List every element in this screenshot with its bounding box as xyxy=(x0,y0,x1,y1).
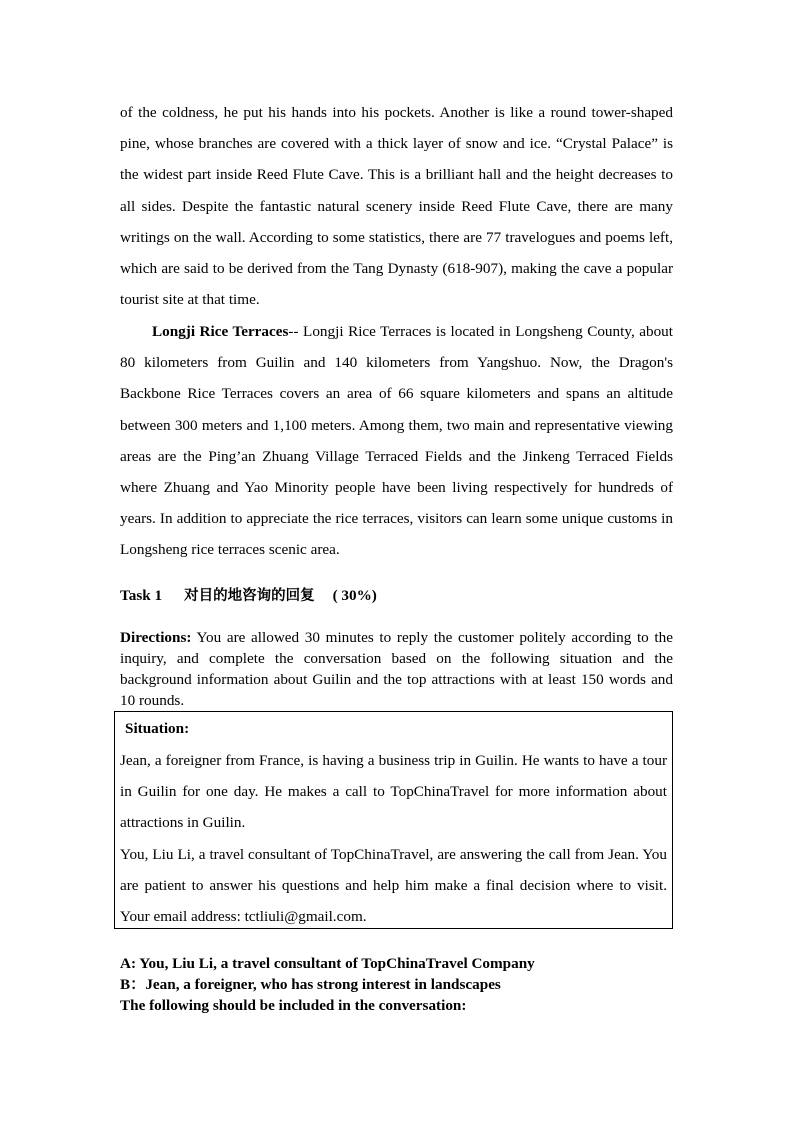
directions-block xyxy=(120,627,673,711)
situation-box xyxy=(114,711,673,929)
role-b: B：Jean, a foreigner, who has strong interest in landscapes xyxy=(120,976,501,993)
paragraph-body-text: -- Longji Rice Terraces is located in Longsheng County, about 80 kilometers from Guilin and 140 kilometers from Yangshuo. Now, the Dragon's Backbone Rice Terraces covers an area of 66 square kilometers and spans an altitude between 300 meters and 1,100 meters. Among them, two main and representative viewing areas are the Ping’an Zhuang Village Terraced Fields and the Jinkeng Terraced Fields where Zhuang and Yao Minority people have been living respectively for hundreds of years. In addition to appreciate the rice terraces, visitors can learn some unique customs in Longsheng rice terraces scenic area. xyxy=(120,323,673,559)
task-heading xyxy=(120,582,673,610)
reed-flute-cave-paragraph: of the coldness, he put his hands into his pockets. Another is like a round tower-shaped pine, whose branches are covered with a thick layer of snow and ice. “Crystal Palace” is the widest part inside Reed Flute Cave. This is a brilliant hall and the height decreases to all sides. Despite the fantastic natural scenery inside Reed Flute Cave, there are many writings on the wall. According to some statistics, there are 77 travelogues and poems left, which are said to be derived from the Tang Dynasty (618-907), making the cave a popular tourist site at that time. xyxy=(120,104,673,309)
conversation-requirements-note: The following should be included in the conversation: xyxy=(120,997,467,1014)
paragraph-lead-title: Longji Rice Terraces xyxy=(152,323,289,340)
longji-rice-terraces-paragraph xyxy=(120,316,673,566)
situation-title: Situation: xyxy=(125,720,190,737)
situation-body xyxy=(120,745,667,932)
directions-text: You are allowed 30 minutes to reply the customer politely according to the inquiry, and complete the conversation based on the following situation and the background information about Guilin and the top attractions with at least 150 words and 10 rounds. xyxy=(120,629,673,709)
task-title: 对目的地咨询的回复 xyxy=(184,588,315,604)
task-label: Task 1 xyxy=(120,587,163,604)
role-a: A: You, Liu Li, a travel consultant of TopChinaTravel Company xyxy=(120,955,535,972)
situation-paragraph-1: Jean, a foreigner from France, is having a business trip in Guilin. He wants to have a tour in Guilin for one day. He makes a call to TopChinaTravel for more information about attractions in Guilin. xyxy=(120,752,667,832)
directions-label: Directions: xyxy=(120,629,192,646)
situation-paragraph-2: You, Liu Li, a travel consultant of TopChinaTravel, are answering the call from Jean. You are patient to answer his questions and help him make a final decision where to visit. Your email address: tctliuli@gmail.com. xyxy=(120,845,667,926)
conversation-roles xyxy=(120,953,680,1016)
task-weight: ( 30%) xyxy=(332,587,377,604)
